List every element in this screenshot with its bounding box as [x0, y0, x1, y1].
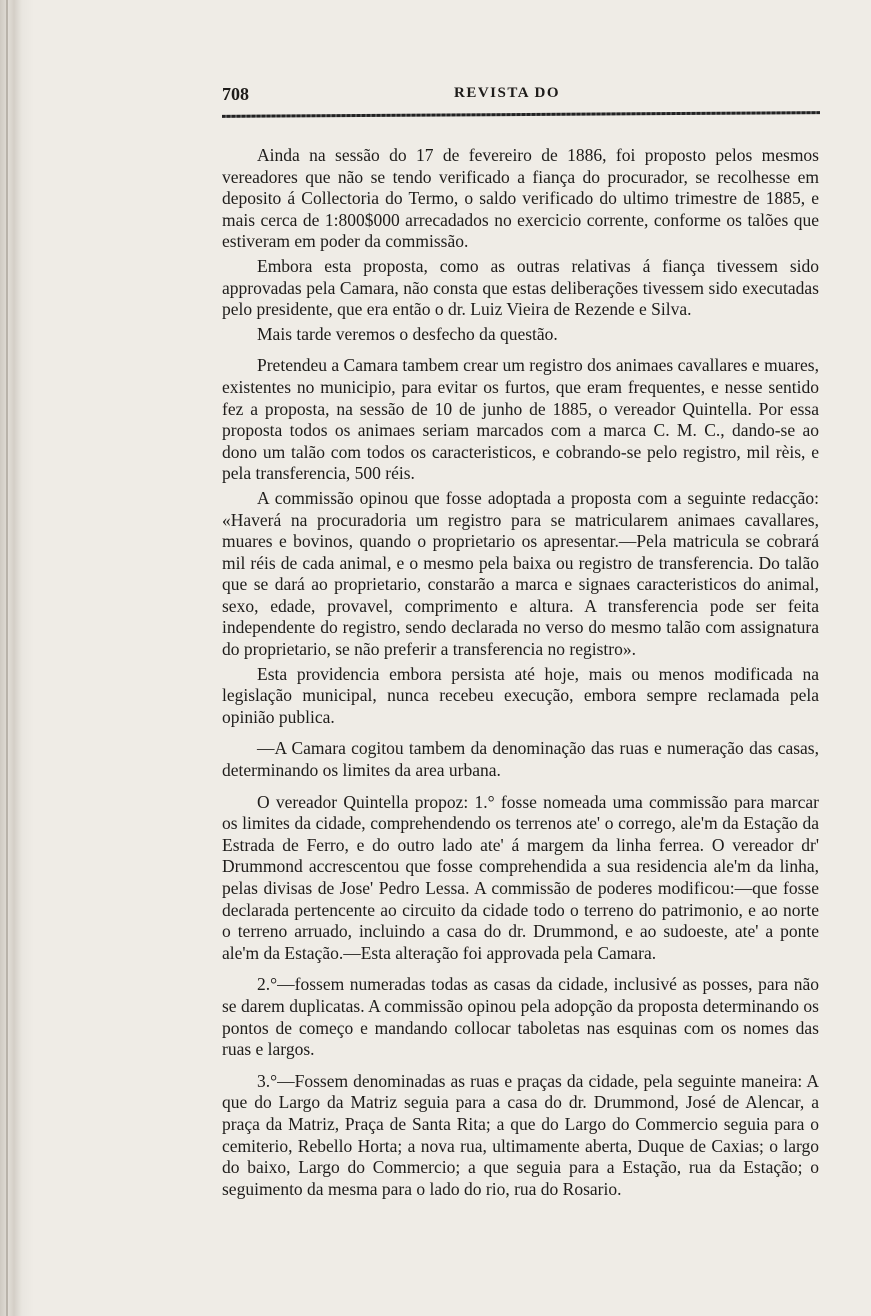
page-number: 708 — [222, 84, 249, 104]
running-title: REVISTA DO — [454, 85, 560, 101]
page-header — [222, 84, 819, 108]
paragraph-nomes-ruas: 3.°—Fossem denominadas as ruas e praças da cidade, pela seguinte maneira: A que do Largo da Matriz seguia para a casa do dr. Drummond, José de Alencar, a praça da Matriz, Praça de Santa Rita; a que do Largo do Commercio seguia para o cemiterio, Rebello Horta; a nova rua, ultimamente aberta, Duque de Caxias; o largo do baixo, Largo do Commercio; a que seguia para a Estação, rua da Estação; o seguimento da mesma para o lado do rio, rua do Rosario. — [222, 1070, 819, 1199]
paragraph-commissao-redaccao: A commissão opinou que fosse adoptada a proposta com a seguinte redacção: «Haverá na procuradoria um registro para se matricularem animaes cavallares, muares e bovinos, quando o proprietario os apresentar.—Pela matricula se cobrará mil réis de cada animal, e o mesmo pela baixa ou registro de transferencia. Do talão que se dará ao proprietario, constarão a marca e signaes caracteristicos do animal, sexo, edade, provavel, comprimento e altura. A transferencia pode ser feita independente do registro, sendo declarada no verso do mesmo talão com assignatura do proprietario, se não preferir a transferencia no registro». — [222, 487, 819, 660]
paragraph-limites-cidade: O vereador Quintella propoz: 1.° fosse nomeada uma commissão para marcar os limites da cidade, comprehendendo os terrenos ate' o corrego, ale'm da Estação da Estrada de Ferro, e do outro lado ate' á margem da linha ferrea. O vereador dr' Drummond accrescentou que fosse comprehendida a sua residencia ale'm da linha, pelas divisas de Jose' Pedro Lessa. A commissão de poderes modificou:—que fosse declarada pertencente ao circuito da cidade todo o terreno do patrimonio, e ao norte o terreno arruado, incluindo a casa do dr. Drummond, e ao sudoeste, ate' a ponte ale'm da Estação.—Esta alteração foi approvada pela Camara. — [222, 791, 819, 963]
paragraph-denominacao-ruas: —A Camara cogitou tambem da denominação das ruas e numeração das casas, determinando os limites da area urbana. — [222, 738, 819, 781]
paragraph-registro-animaes: Pretendeu a Camara tambem crear um registro dos animaes cavallares e muares, existentes no municipio, para evitar os furtos, que eram frequentes, e nesse sentido fez a proposta, na sessão de 10 de junho de 1885, o vereador Quintella. Por essa proposta todos os animaes seriam marcados com a marca C. M. C., dando-se ao dono um talão com todos os caracteristicos, e cobrando-se pelo registro, mil rèis, e pela transferencia, 500 réis. — [222, 355, 819, 484]
paragraph-fianca-deposito: Ainda na sessão do 17 de fevereiro de 1886, foi proposto pelos mesmos vereadores que não se tendo verificado a fiança do procurador, se recolhesse em deposito á Collectoria do Termo, o saldo verificado do ultimo trimestre de 1885, e mais cerca de 1:800$000 arrecadados no exercicio corrente, conforme os talões que estiveram em poder da commissão. — [222, 145, 819, 252]
paragraph-providencia: Esta providencia embora persista até hoje, mais ou menos modificada na legislação municipal, nunca recebeu execução, embora sempre reclamada pela opinião publica. — [222, 663, 819, 727]
header-rule — [222, 111, 820, 118]
paragraph-proposta-approvada: Embora esta proposta, como as outras relativas á fiança tivessem sido approvadas pela Camara, não consta que estas deliberações tivessem sido executadas pelo presidente, que era então o dr. Luiz Vieira de Rezende e Silva. — [222, 255, 819, 320]
paragraph-desfecho: Mais tarde veremos o desfecho da questão. — [257, 323, 558, 344]
body-text — [222, 145, 819, 1203]
book-spine-shadow — [0, 0, 34, 1316]
paragraph-numeracao-casas: 2.°—fossem numeradas todas as casas da cidade, inclusivé as posses, para não se darem duplicatas. A commissão opinou pela adopção da proposta determinando os pontos de começo e mandando collocar taboletas nas esquinas com os nomes das ruas e largos. — [222, 974, 819, 1060]
